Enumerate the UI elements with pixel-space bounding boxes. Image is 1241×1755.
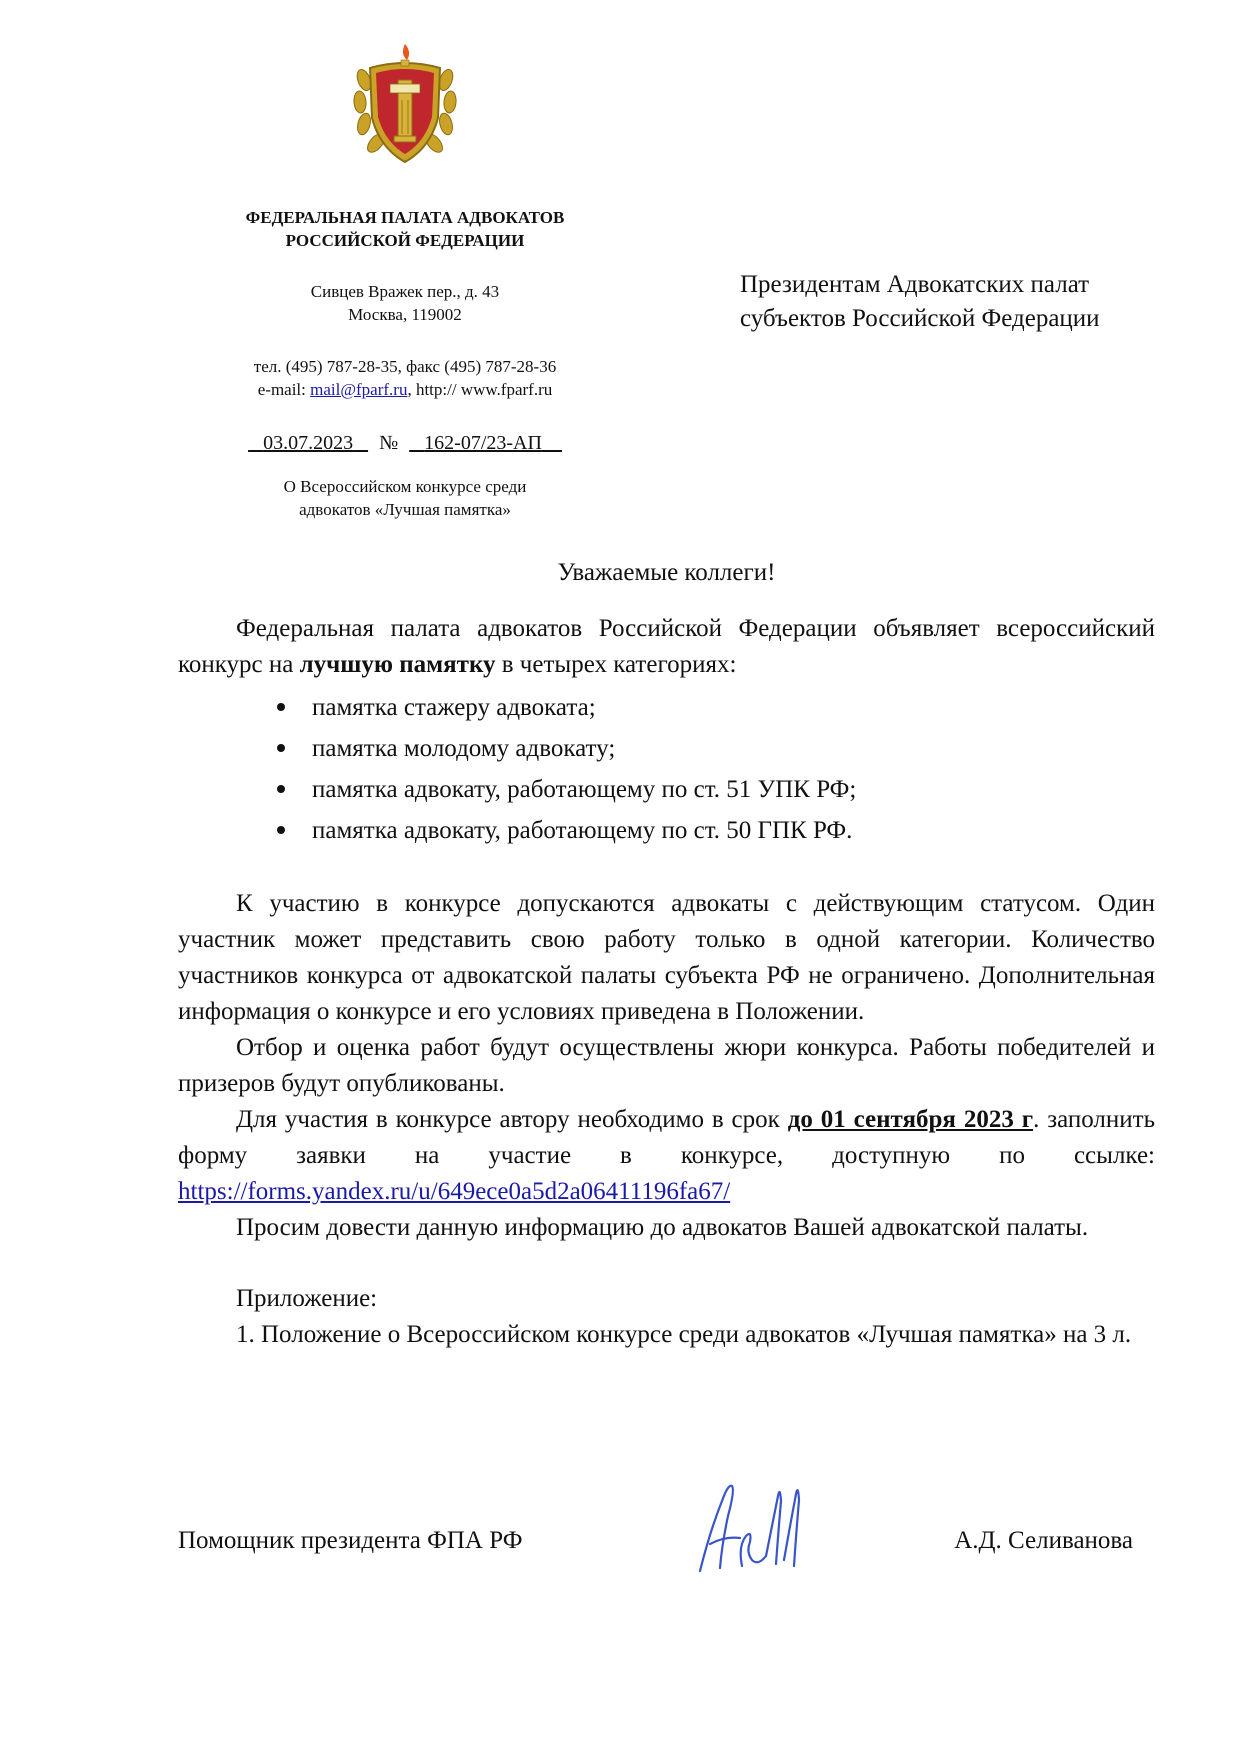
registration-line	[160, 430, 650, 456]
form-link[interactable]: https://forms.yandex.ru/u/649ece0a5d2a06411196fa67/	[178, 1178, 731, 1205]
handwritten-signature	[680, 1456, 840, 1586]
addressee-line1: Президентам Адвокатских палат	[740, 271, 1090, 298]
contacts	[160, 355, 650, 401]
request-paragraph: Просим довести данную информацию до адвокатов Вашей адвокатской палаты.	[236, 1214, 1089, 1241]
signer-name: А.Д. Селиванова	[954, 1527, 1133, 1554]
website: , http:// www.fparf.ru	[407, 380, 553, 399]
email-site-line	[160, 378, 650, 401]
list-item: памятка адвокату, работающему по ст. 51 УПК РФ;	[277, 769, 1155, 810]
address-line1: Сивцев Вражек пер., д. 43	[310, 282, 500, 301]
letterhead	[160, 40, 650, 521]
advocates-chamber-emblem-icon	[350, 40, 460, 170]
organization-name-line1: ФЕДЕРАЛЬНАЯ ПАЛАТА АДВОКАТОВ	[245, 208, 565, 227]
attachment-item: 1. Положение о Всероссийском конкурсе среди адвокатов «Лучшая памятка» на 3 л.	[236, 1321, 1132, 1348]
letter-subject	[160, 475, 650, 521]
email-prefix: e-mail:	[257, 380, 311, 399]
list-item: памятка адвокату, работающему по ст. 50 ГПК РФ.	[277, 810, 1155, 851]
postal-address	[160, 280, 650, 326]
subject-line2: адвокатов «Лучшая памятка»	[299, 500, 511, 519]
deadline-date: до 01 сентября 2023 г	[787, 1106, 1034, 1133]
signer-title: Помощник президента ФПА РФ	[178, 1527, 523, 1554]
greeting: Уважаемые коллеги!	[557, 559, 776, 586]
signature-line	[178, 1523, 1155, 1559]
category-list	[178, 687, 1155, 851]
intro-paragraph: Федеральная палата адвокатов Российской Федерации объявляет всероссийский конкурс на лучшую памятку в четырех категориях:	[178, 615, 1155, 678]
email-link[interactable]: mail@fparf.ru	[310, 380, 408, 399]
organization-name	[160, 206, 650, 252]
phones: тел. (495) 787-28-35, факс (495) 787-28-36	[253, 357, 557, 376]
deadline-paragraph: Для участия в конкурсе автору необходимо в срок до 01 сентября 2023 г. заполнить форму заявки на участие в конкурсе, доступную по ссылке: https://forms.yandex.ru/u/649ece0a5d2a06411196fa67/	[178, 1106, 1155, 1205]
intro-bold: лучшую памятку	[299, 651, 496, 678]
list-item: памятка стажеру адвоката;	[277, 687, 1155, 728]
letter-body	[178, 555, 1155, 1353]
addressee-line2: субъектов Российской Федерации	[740, 305, 1100, 332]
number-sign: №	[379, 432, 399, 454]
bullet-icon	[277, 744, 285, 752]
bullet-icon	[277, 785, 285, 793]
letter-date: 03.07.2023	[263, 432, 354, 454]
attachment-heading: Приложение:	[236, 1285, 378, 1312]
bullet-icon	[277, 703, 285, 711]
bullet-icon	[277, 826, 285, 834]
organization-name-line2: РОССИЙСКОЙ ФЕДЕРАЦИИ	[285, 231, 525, 250]
list-item: памятка молодому адвокату;	[277, 728, 1155, 769]
subject-line1: О Всероссийском конкурсе среди	[283, 477, 527, 496]
addressee	[740, 268, 1100, 336]
participation-paragraph: К участию в конкурсе допускаются адвокаты с действующим статусом. Один участник может представить свою работу только в одной категории. Количество участников конкурса от адвокатской палаты субъекта РФ не ограничено. Дополнительная информация о конкурсе и его условиях приведена в Положении.	[178, 890, 1155, 1025]
registration-number: 162-07/23-АП	[424, 432, 542, 454]
address-line2: Москва, 119002	[348, 305, 462, 324]
selection-paragraph: Отбор и оценка работ будут осуществлены жюри конкурса. Работы победителей и призеров будут опубликованы.	[178, 1034, 1155, 1097]
